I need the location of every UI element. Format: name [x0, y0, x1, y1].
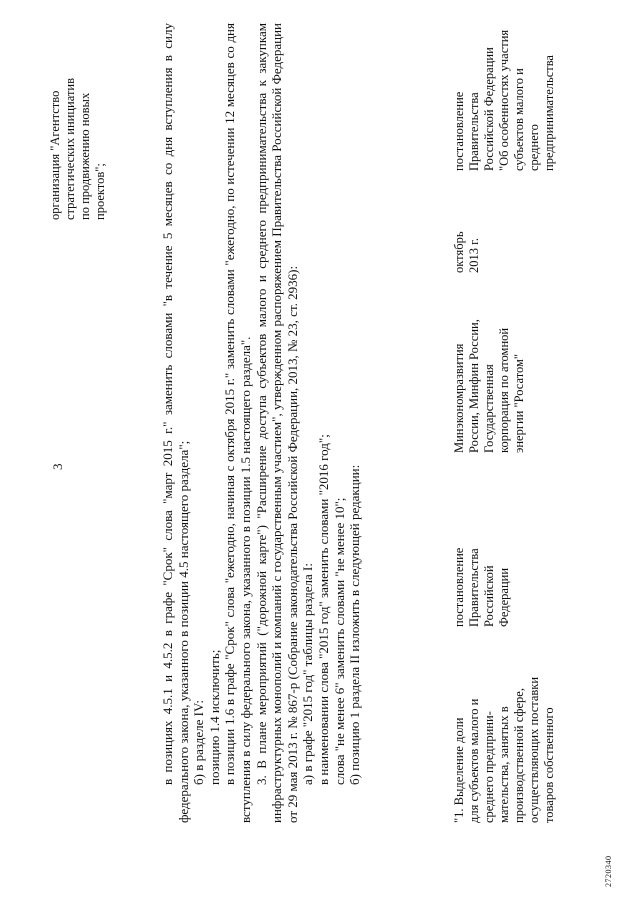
cell-line: производственной сфере, — [512, 688, 526, 823]
table-cell-deadline — [452, 193, 482, 273]
paragraph: б) позицию 1 раздела II изложить в следующей редакции: — [347, 464, 363, 785]
table-cell-responsible — [452, 303, 527, 453]
cell-line: октябрь — [452, 231, 466, 273]
cell-line: Минэкономразвития — [452, 343, 466, 453]
paragraph: в позициях 4.5.1 и 4.5.2 в графе "Срок" слова "март 2015 г." заменить словами "в течение 5 месяцев со дня вступления в силу федерального закона, указанного в позиции 4.5 настоящего раздела"; — [160, 23, 191, 823]
table-cell-measure — [452, 663, 557, 823]
paragraph: 3. В плане мероприятий ("дорожной карте") "Расширение доступа субъектов малого и среднего предпринимательства к закупкам инфраструктурных монополий и компаний с государственным участием", утвержденном распоряжением Правительства Российской Федерации от 29 мая 2013 г. № 867-р (Собрание законодательства Российской Федерации, 2013, № 23, ст. 2936): — [253, 23, 300, 823]
cell-line: 2013 г. — [467, 238, 481, 273]
cell-line: стратегических инициатив — [63, 77, 77, 220]
cell-line: постановление — [452, 91, 466, 171]
paragraph: б) в разделе IV: — [191, 699, 207, 785]
cell-line: "Об особенностях участия — [497, 29, 511, 171]
cell-line: организация "Агентство — [48, 90, 62, 220]
cell-line: Федерации — [497, 567, 511, 627]
cell-line: постановление — [452, 547, 466, 627]
cell-line: среднего — [527, 124, 541, 171]
cell-line: проектов"; — [93, 163, 107, 220]
top-table-cell-organization — [48, 70, 108, 220]
paragraph: в позиции 1.6 в графе "Срок" слова "ежегодно, начиная с октября 2015 г." заменить словами "ежегодно, по истечении 12 месяцев со дня вступления в силу федерального закона, указанного в позиции 1.5 настоящего раздела". — [222, 23, 253, 823]
cell-line: мательства, занятых в — [497, 706, 511, 823]
cell-line: предпринимательства — [542, 55, 556, 171]
cell-line: Правительства — [467, 92, 481, 171]
table-cell-document-type — [452, 477, 512, 627]
cell-line: среднего предприни- — [482, 711, 496, 823]
cell-line: Российской — [482, 565, 496, 627]
cell-line: корпорация по атомной — [497, 327, 511, 453]
cell-line: "1. Выделение доли — [452, 717, 466, 823]
body-text — [160, 23, 363, 823]
cell-line: для субъектов малого и — [467, 698, 481, 823]
cell-line: Государственная — [482, 364, 496, 453]
document-code: 2720340 — [604, 855, 613, 887]
paragraph: позицию 1.4 исключить; — [206, 649, 222, 785]
cell-line: по продвижению новых — [78, 92, 92, 220]
cell-line: осуществляющих поставки — [527, 676, 541, 823]
cell-line: субъектов малого и — [512, 68, 526, 171]
table-cell-result — [452, 0, 557, 171]
cell-line: Российской Федерации — [482, 47, 496, 171]
cell-line: товаров собственного — [542, 707, 556, 823]
cell-line: энергии "Росатом" — [512, 353, 526, 453]
paragraph: слова "не менее 6" заменить словами "не менее 10"; — [331, 497, 347, 785]
cell-line: России, Минфин России, — [467, 319, 481, 453]
page-number: 3 — [50, 463, 65, 470]
paragraph: а) в графе "2015 год" таблицы раздела I: — [300, 563, 316, 785]
paragraph: в наименовании слова "2015 год" заменить словами "2016 год"; — [315, 434, 331, 785]
cell-line: Правительства — [467, 548, 481, 627]
